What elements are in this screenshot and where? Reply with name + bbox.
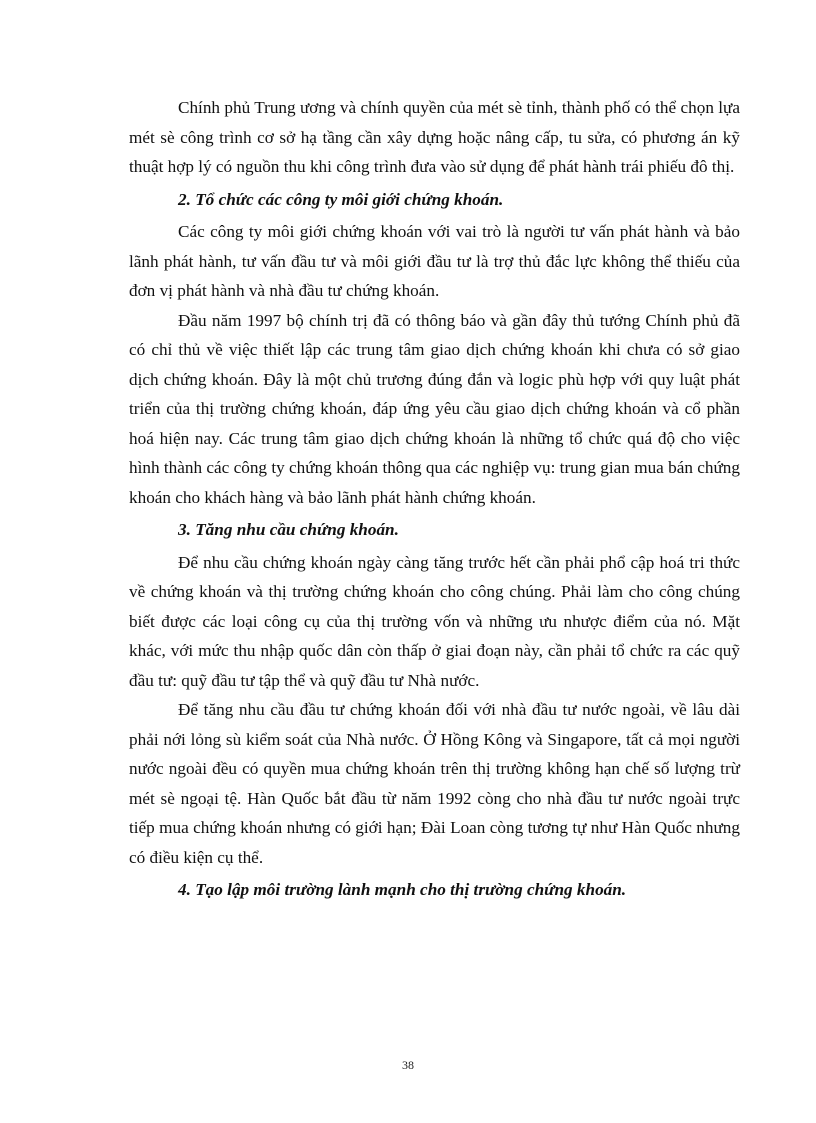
section-heading-3: 3. Tăng nhu cầu chứng khoán. xyxy=(178,520,399,539)
section-heading-4: 4. Tạo lập môi trường lành mạnh cho thị trường chứng khoán. xyxy=(178,880,627,899)
paragraph-trading-centers: Đầu năm 1997 bộ chính trị đã có thông báo và gần đây thủ tướng Chính phủ đã có chỉ thủ về việc thiết lập các trung tâm giao dịch chứng khoán khi chưa có sở giao dịch chứng khoán. Đây là một chủ trương đúng đắn và logic phù hợp với quy luật phát triển của thị trường chứng khoán, đáp ứng yêu cầu giao dịch chứng khoán và cổ phần hoá hiện nay. Các trung tâm giao dịch chứng khoán là những tổ chức quá độ cho việc hình thành các công ty chứng khoán thông qua các nghiệp vụ: trung gian mua bán chứng khoán cho khách hàng và bảo lãnh phát hành chứng khoán. xyxy=(129,310,740,507)
paragraph-demand-education: Để nhu cầu chứng khoán ngày càng tăng trước hết cần phải phổ cập hoá tri thức về chứng khoán và thị trường chứng khoán cho công chúng. Phải làm cho công chúng biết được các loại công cụ của thị trường vốn và những ưu nhược điểm của nó. Mặt khác, với mức thu nhập quốc dân còn thấp ở giai đoạn này, cần phải tổ chức ra các quỹ đầu tư: quỹ đầu tư tập thể và quỹ đầu tư Nhà nước. xyxy=(129,552,740,690)
page-number: 38 xyxy=(402,1058,414,1072)
section-heading-2: 2. Tổ chức các công ty môi giới chứng khoán. xyxy=(178,189,504,209)
paragraph-brokerage-role: Các công ty môi giới chứng khoán với vai trò là người tư vấn phát hành và bảo lãnh phát hành, tư vấn đầu tư và môi giới đầu tư là trợ thủ đắc lực không thể thiếu của đơn vị phát hành và nhà đầu tư chứng khoán. xyxy=(129,222,740,300)
paragraph-foreign-investors: Để tăng nhu cầu đầu tư chứng khoán đối với nhà đầu tư nước ngoài, về lâu dài phải nới lỏng sù kiểm soát của Nhà nước. Ở Hồng Kông và Singapore, tất cả mọi người nước ngoài đều có quyền mua chứng khoán trên thị trường không hạn chế số lượng trừ mét sè ngoại tệ. Hàn Quốc bắt đầu từ năm 1992 còng cho nhà đầu tư nước ngoài trực tiếp mua chứng khoán nhưng có giới hạn; Đài Loan còng tương tự như Hàn Quốc nhưng có điều kiện cụ thể. xyxy=(129,700,740,867)
paragraph-urban-bonds: Chính phủ Trung ương và chính quyền của mét sè tỉnh, thành phố có thể chọn lựa mét sè công trình cơ sở hạ tầng cần xây dựng hoặc nâng cấp, tu sửa, có phương án kỹ thuật hợp lý có nguồn thu khi công trình đưa vào sử dụng để phát hành trái phiếu đô thị. xyxy=(129,98,740,176)
page-content xyxy=(129,93,740,908)
